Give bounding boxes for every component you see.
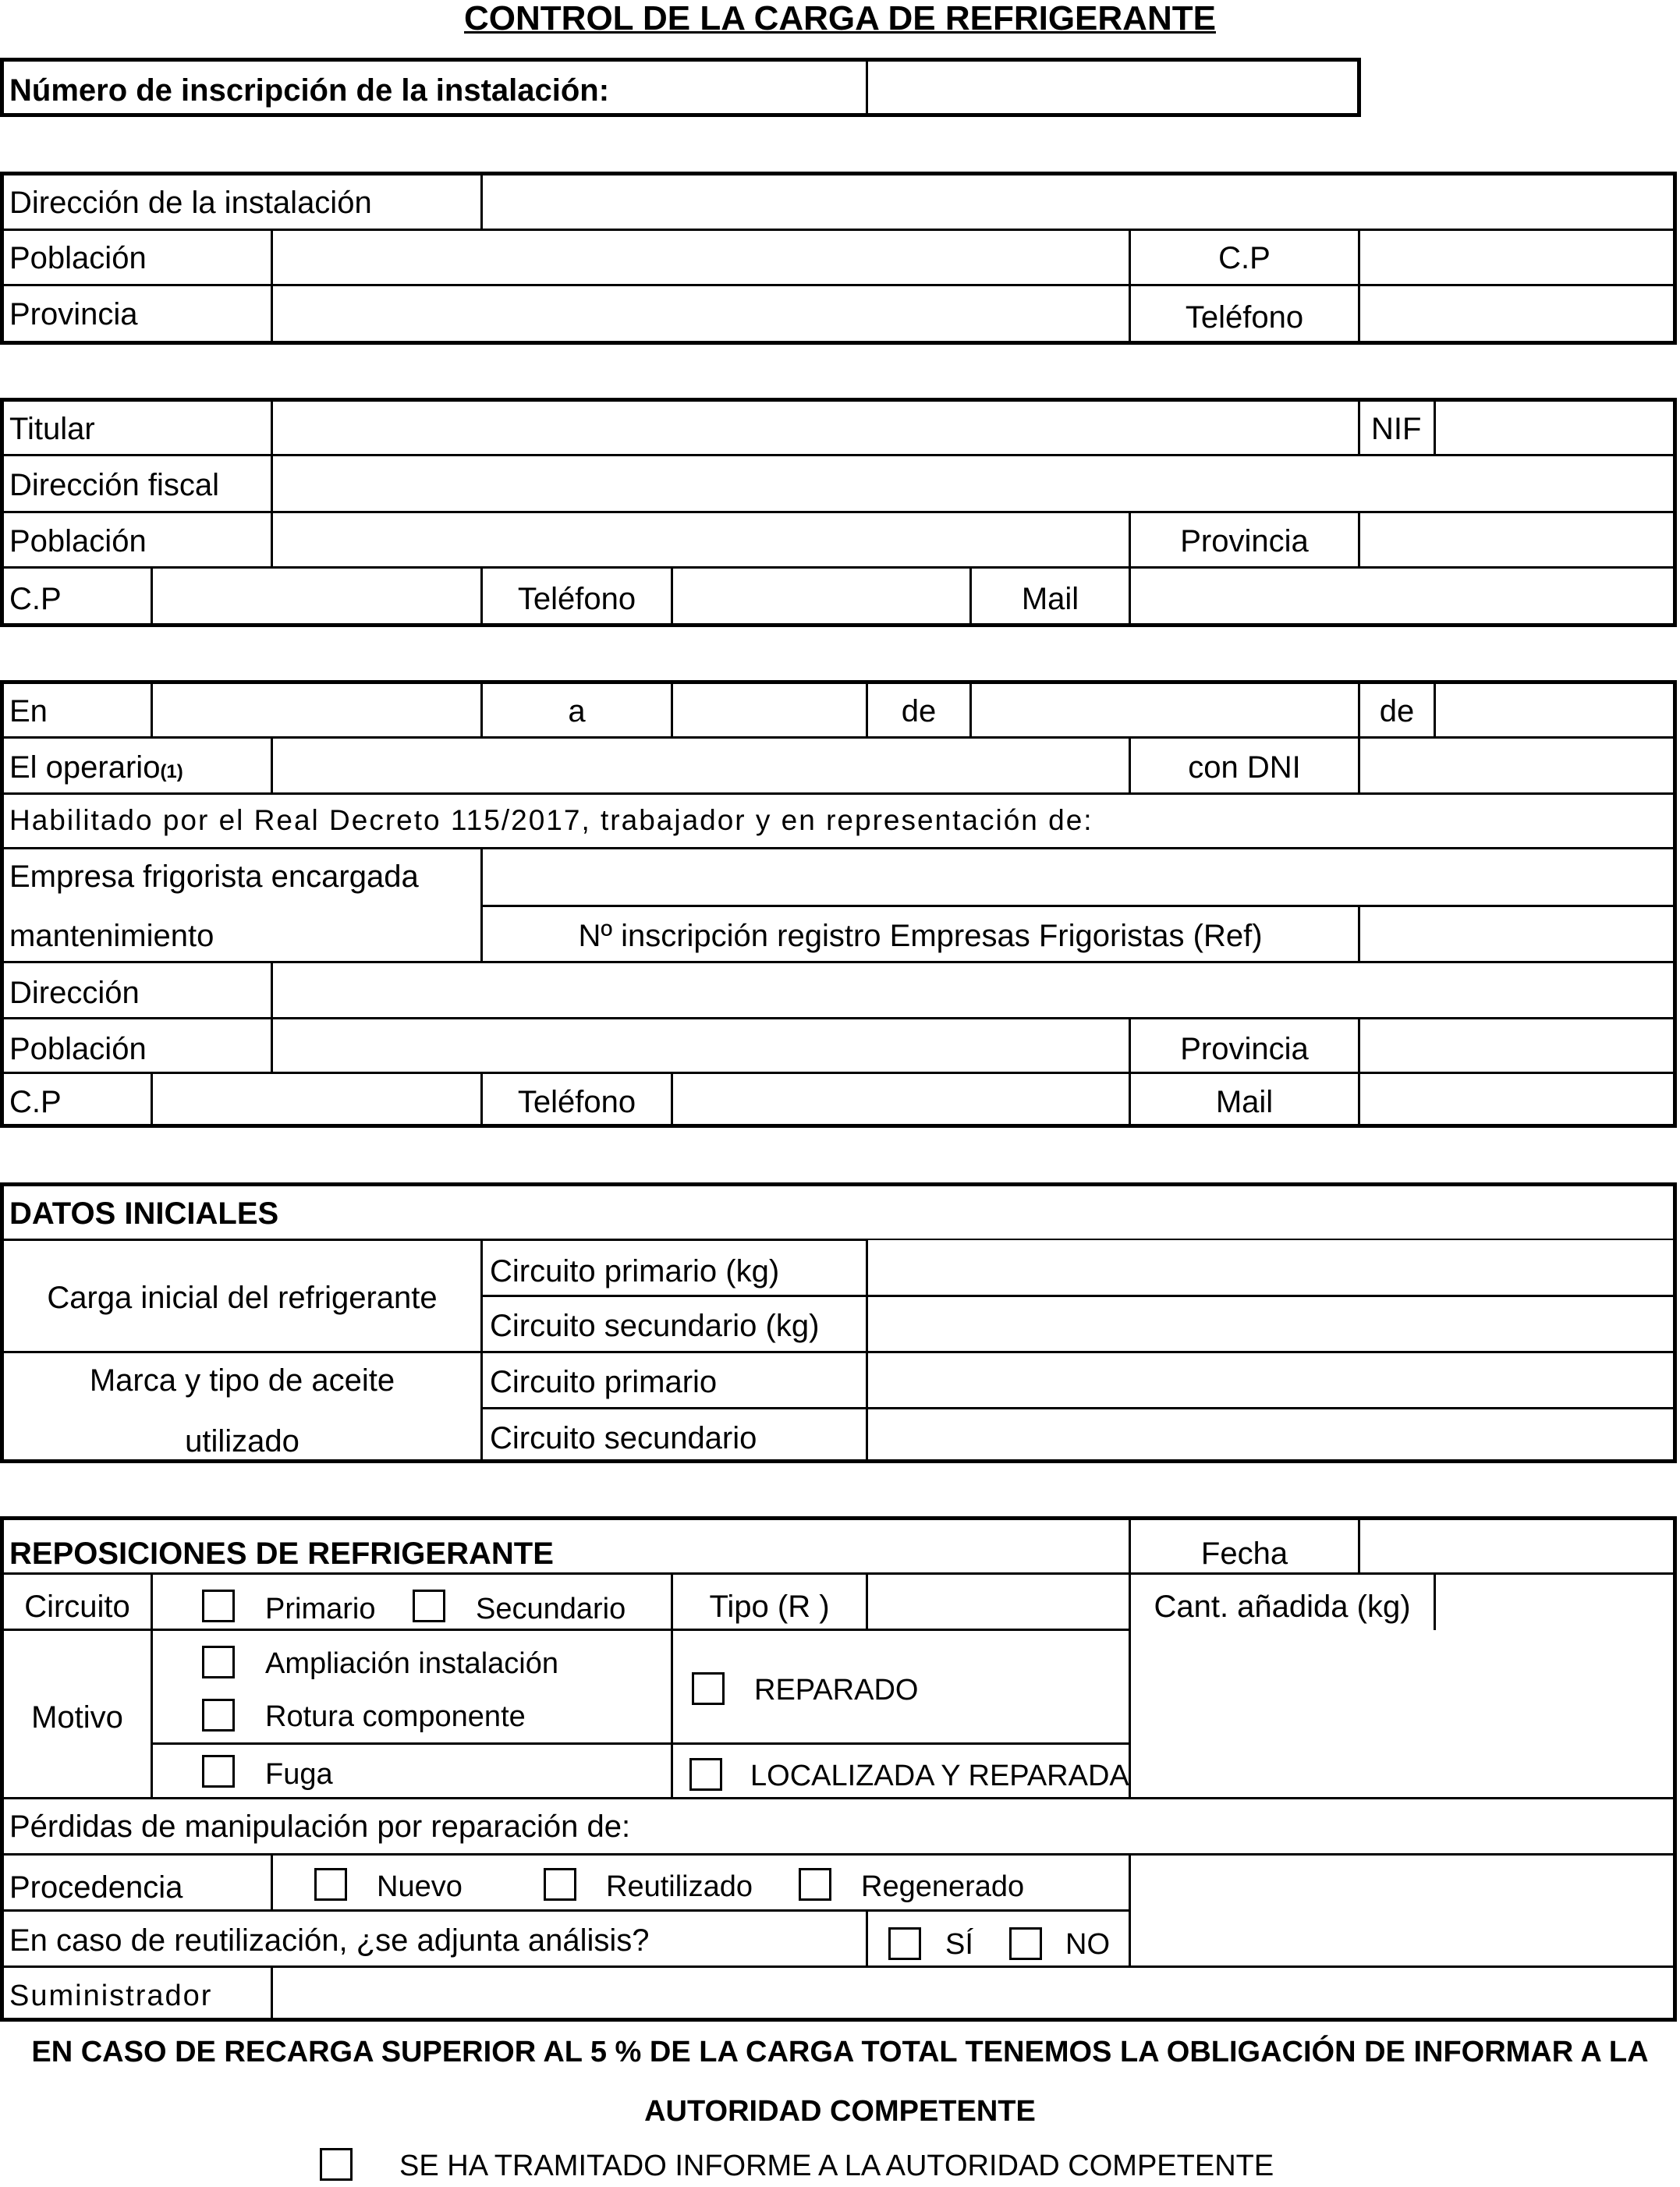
leak-label: Fuga <box>265 1758 333 1791</box>
de-label-2: de <box>1379 694 1415 728</box>
origin-regenerated-checkbox[interactable] <box>799 1868 831 1901</box>
supplier-label: Suministrador <box>9 1980 213 2012</box>
secondary-kg-label: Circuito secundario (kg) <box>490 1309 820 1343</box>
oil-secondary-label: Circuito secundario <box>490 1421 757 1455</box>
installation-postcode-field[interactable] <box>1362 232 1671 283</box>
owner-town-field[interactable] <box>275 515 1126 565</box>
in-place-field[interactable] <box>154 684 479 735</box>
company-province-field[interactable] <box>1362 1021 1671 1071</box>
owner-fiscal-address-field[interactable] <box>275 458 1671 509</box>
company-address-label: Dirección <box>9 976 140 1010</box>
year-field[interactable] <box>1437 684 1671 735</box>
oil-secondary-field[interactable] <box>870 1411 1671 1459</box>
repaired-checkbox[interactable] <box>692 1672 725 1705</box>
origin-new-label: Nuevo <box>377 1870 463 1903</box>
owner-province-label: Provincia <box>1180 524 1309 558</box>
circuit-label: Circuito <box>24 1590 130 1624</box>
secondary-option-label: Secundario <box>476 1593 626 1625</box>
company-phone-field[interactable] <box>675 1076 1127 1124</box>
operator-label: El operario(1) <box>9 750 183 785</box>
installation-town-field[interactable] <box>275 232 1126 283</box>
analysis-yes-checkbox[interactable] <box>888 1927 921 1960</box>
primary-kg-label: Circuito primario (kg) <box>490 1254 780 1288</box>
origin-label: Procedencia <box>9 1870 183 1905</box>
origin-new-checkbox[interactable] <box>314 1868 347 1901</box>
analysis-no-checkbox[interactable] <box>1009 1927 1042 1960</box>
company-postcode-field[interactable] <box>154 1076 479 1124</box>
company-label-line-2: mantenimiento <box>9 919 214 953</box>
owner-nif-field[interactable] <box>1437 402 1671 453</box>
located-repaired-checkbox[interactable] <box>689 1758 722 1791</box>
owner-town-label: Población <box>9 524 147 558</box>
secondary-kg-field[interactable] <box>870 1299 1671 1350</box>
installation-province-label: Provincia <box>9 297 138 331</box>
registry-field[interactable] <box>1362 909 1671 960</box>
dni-label: con DNI <box>1188 750 1301 785</box>
company-label-line-1: Empresa frigorista encargada <box>9 860 419 894</box>
origin-regenerated-label: Regenerado <box>861 1870 1025 1903</box>
page-title: CONTROL DE LA CARGA DE REFRIGERANTE <box>464 0 1216 37</box>
de-label-1: de <box>901 694 937 728</box>
initial-data-heading: DATOS INICIALES <box>9 1196 279 1231</box>
warning-line-1: EN CASO DE RECARGA SUPERIOR AL 5 % DE LA CARGA TOTAL TENEMOS LA OBLIGACIÓN DE INFORMAR A LA <box>31 2036 1649 2068</box>
initial-charge-label: Carga inicial del refrigerante <box>47 1281 438 1315</box>
type-field[interactable] <box>870 1576 1127 1628</box>
in-label: En <box>9 694 48 728</box>
owner-holder-field[interactable] <box>275 402 1356 453</box>
oil-label-line-2: utilizado <box>185 1424 299 1459</box>
installation-address-field[interactable] <box>485 175 1671 227</box>
refill-date-field[interactable] <box>1362 1520 1671 1572</box>
installation-phone-field[interactable] <box>1362 287 1671 340</box>
located-repaired-label: LOCALIZADA Y REPARADA <box>750 1760 1129 1792</box>
report-checkbox-label: SE HA TRAMITADO INFORME A LA AUTORIDAD COMPETENTE <box>399 2150 1274 2182</box>
analysis-question: En caso de reutilización, ¿se adjunta análisis? <box>9 1923 650 1958</box>
installation-phone-label: Teléfono <box>1185 300 1304 335</box>
company-mail-label: Mail <box>1215 1085 1274 1119</box>
registration-label: Número de inscripción de la instalación: <box>9 73 610 108</box>
owner-phone-label: Teléfono <box>517 582 636 616</box>
primary-option-label: Primario <box>265 1593 376 1625</box>
day-field[interactable] <box>675 684 864 735</box>
registration-field[interactable] <box>869 62 1357 113</box>
company-phone-label: Teléfono <box>517 1085 636 1119</box>
operator-note: (1) <box>160 761 183 782</box>
company-field[interactable] <box>484 851 1671 902</box>
oil-primary-field[interactable] <box>870 1355 1671 1406</box>
losses-label: Pérdidas de manipulación por reparación de: <box>9 1810 631 1844</box>
refill-date-label: Fecha <box>1200 1537 1288 1571</box>
owner-postcode-field[interactable] <box>154 570 479 622</box>
analysis-no-label: NO <box>1065 1928 1110 1961</box>
supplier-field[interactable] <box>275 1969 1671 2018</box>
owner-holder-label: Titular <box>9 412 95 446</box>
origin-reused-label: Reutilizado <box>606 1870 753 1903</box>
installation-province-field[interactable] <box>275 287 1126 340</box>
company-postcode-label: C.P <box>9 1085 62 1119</box>
analysis-yes-label: SÍ <box>945 1928 973 1961</box>
breakage-label: Rotura componente <box>265 1700 526 1733</box>
decree-text: Habilitado por el Real Decreto 115/2017, trabajador y en representación de: <box>9 804 1093 836</box>
company-mail-field[interactable] <box>1362 1076 1671 1124</box>
installation-postcode-label: C.P <box>1218 241 1271 275</box>
leak-checkbox[interactable] <box>202 1755 235 1788</box>
owner-nif-label: NIF <box>1371 412 1422 446</box>
dni-field[interactable] <box>1362 740 1671 792</box>
breakage-checkbox[interactable] <box>202 1699 235 1732</box>
expansion-label: Ampliación instalación <box>265 1647 558 1680</box>
origin-reused-checkbox[interactable] <box>544 1868 576 1901</box>
company-province-label: Provincia <box>1180 1032 1309 1066</box>
primary-checkbox[interactable] <box>202 1590 235 1622</box>
company-town-label: Población <box>9 1032 147 1066</box>
installation-address-label: Dirección de la instalación <box>9 186 372 220</box>
added-quantity-field[interactable] <box>1437 1576 1671 1628</box>
added-quantity-label: Cant. añadida (kg) <box>1154 1590 1411 1624</box>
secondary-checkbox[interactable] <box>413 1590 445 1622</box>
company-address-field[interactable] <box>275 965 1671 1016</box>
month-field[interactable] <box>973 684 1356 735</box>
report-checkbox[interactable] <box>320 2148 353 2181</box>
oil-primary-label: Circuito primario <box>490 1365 718 1399</box>
primary-kg-field[interactable] <box>870 1242 1671 1293</box>
a-label: a <box>568 694 586 728</box>
owner-province-field[interactable] <box>1362 515 1671 565</box>
operator-field[interactable] <box>275 740 1126 792</box>
reason-label: Motivo <box>31 1700 123 1735</box>
type-label: Tipo (R ) <box>709 1590 830 1624</box>
owner-mail-label: Mail <box>1021 582 1079 616</box>
owner-phone-field[interactable] <box>675 570 968 622</box>
installation-town-label: Población <box>9 241 147 275</box>
company-town-field[interactable] <box>275 1021 1126 1071</box>
owner-postcode-label: C.P <box>9 582 62 616</box>
refills-heading: REPOSICIONES DE REFRIGERANTE <box>9 1537 554 1571</box>
warning-line-2: AUTORIDAD COMPETENTE <box>644 2095 1036 2128</box>
repaired-label: REPARADO <box>754 1674 919 1707</box>
oil-label-line-1: Marca y tipo de aceite <box>89 1363 395 1398</box>
expansion-checkbox[interactable] <box>202 1646 235 1678</box>
registry-label: Nº inscripción registro Empresas Frigoristas (Ref) <box>578 919 1263 953</box>
owner-mail-field[interactable] <box>1132 570 1671 622</box>
owner-fiscal-address-label: Dirección fiscal <box>9 468 219 502</box>
